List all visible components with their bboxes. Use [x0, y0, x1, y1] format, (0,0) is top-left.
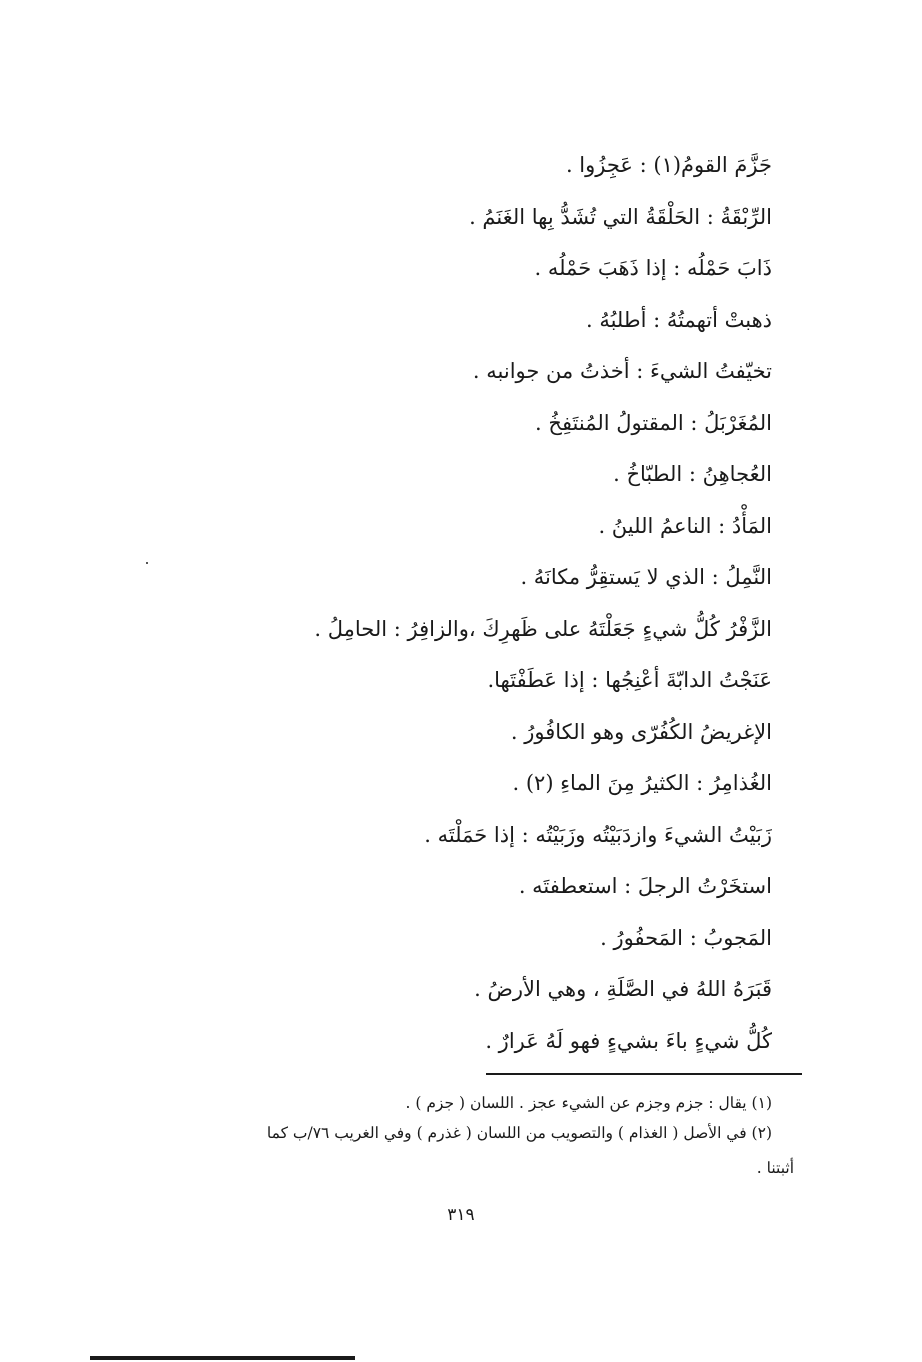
scan-edge-bar	[90, 1356, 355, 1360]
scan-speck	[146, 562, 148, 564]
glossary-entry: تخيّفتُ الشيءَ : أخذتُ من جوانبه .	[472, 359, 772, 383]
glossary-entry: الغُذامِرُ : الكثيرُ مِنَ الماءِ (٢) .	[512, 771, 772, 795]
footnotes	[172, 1088, 772, 1148]
glossary-entry: المُغَرْبَلُ : المقتولُ المُنتَفِخُ .	[535, 410, 772, 435]
page-number: ٣١٩	[447, 1205, 475, 1225]
glossary-entry: المَجوبُ : المَحفُورُ .	[600, 925, 772, 950]
glossary-entry: ذهبتْ أتهمتُهُ : أطلبُهُ .	[585, 307, 772, 332]
footnote-1: (١) يقال : جزم وجزم عن الشيء عجز . اللسان ( جزم ) .	[405, 1094, 772, 1112]
glossary-entry: الإغريضُ الكُفُرّى وهو الكافُورُ .	[510, 719, 772, 744]
footnote-2-continuation: أثبتنا .	[756, 1159, 794, 1177]
glossary-entry: الزَّفْرُ كُلُّ شيءٍ جَعَلْتَهُ على ظَهرِكَ ،والزافِرُ : الحامِلُ .	[314, 616, 772, 641]
glossary-entry: قَبَرَهُ اللهُ في الصَّلَةِ ، وهي الأرضُ .	[474, 977, 772, 1001]
glossary-entry: الرِّبْقَةُ : الحَلْقَةُ التي تُشَدُّ بِها الغَنَمُ .	[469, 204, 772, 229]
footnote-2: (٢) في الأصل ( الغذام ) والتصويب من اللسان ( غذرم ) وفي الغريب ٧٦/ب كما	[266, 1124, 772, 1142]
glossary-entry: العُجاهِنُ : الطبّاخُ .	[613, 462, 772, 486]
glossary-entry: استخَرْتُ الرجلَ : استعطفتَه .	[518, 874, 772, 898]
glossary-entry: كُلُّ شيءٍ باءَ بشيءٍ فهو لَهُ عَرارٌ .	[485, 1028, 772, 1053]
glossary-entries	[132, 140, 772, 1067]
footnote-separator	[486, 1073, 802, 1075]
glossary-entry: ذَابَ حَمْلُه : إذا ذَهَبَ حَمْلُه .	[534, 256, 772, 280]
glossary-entry: جَزَّمَ القومُ(١) : عَجِزُوا .	[565, 153, 772, 177]
glossary-entry: عَنَجْتُ الدابّةَ أعْنِجُها : إذا عَطَفْتَها.	[487, 668, 772, 692]
glossary-entry: النَّمِلُ : الذي لا يَستقِرُّ مكانَهُ .	[520, 565, 772, 589]
glossary-entry: المَأْدُ : الناعمُ اللينُ .	[598, 513, 772, 538]
glossary-entry: زَبَيْتُ الشيءَ وازدَبَيْتُه وزَبَيْتُه : إذا حَمَلْتَه .	[424, 822, 772, 847]
